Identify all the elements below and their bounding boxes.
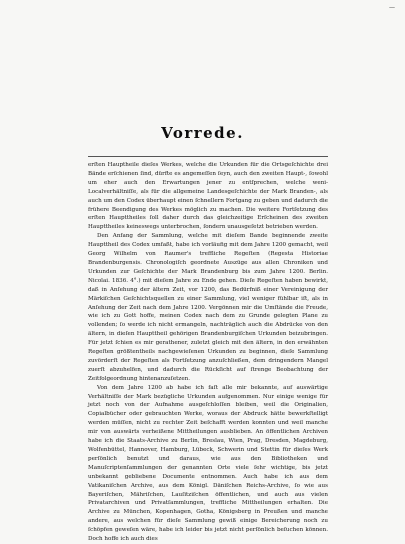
page-title: Vorrede. [161, 124, 244, 142]
top-marker: — [389, 4, 395, 11]
paragraph-1: erſten Hauptheile dieſes Werkes, welche die Urkunden für die Ortsgeſchichte drei Bände erſchienen ſind, dürfte es angemeſſen ſeyn, auch den zweiten Haupt-, ſowohl um eher auch den Erwartungen jener zu entſprechen, welche weni-Localverhältniſſe, als für die allgemeine Landesgeſchichte der Mark Branden-, als auch um den Codex überhaupt einen ſchnellern Fortgang zu geben und dadurch die frühere Beendigung des Werkes möglich zu machen. Die weitere Fortſetzung des erſten Haupttheiles ſoll daher durch das gleichzeitige Erſcheinen des zweiten Haupttheiles keineswegs unterbrochen, ſondern unausgeſetzt betrieben werden. [88, 162, 328, 231]
heading-rule [88, 156, 328, 157]
paragraph-2: Den Anfang der Sammlung, welche mit dieſem Bande beginnende zweite Haupttheil des Codex umfaßt, habe ich vorläufig mit dem Jahre 1200 gemacht, weil Georg Wilhelm von Raumer's treffliche Regeſten (Regesta Historiae Brandenburgensis. Chronologiſch geordnete Auszüge aus allen Chroniken und Urkunden zur Geſchichte der Mark Brandenburg bis zum Jahre 1200. Berlin. Nicolai. 1836. 4°.) mit dieſem Jahre zu Ende gehen. Dieſe Regeſten haben bewirkt, daß in Anſehung der ältern Zeit, vor 1200, das Bedürfniß einer Vereinigung der Märkiſchen Geſchichtsquellen zu einer Sammlung, viel weniger fühlbar iſt, als in Anſehung der Zeit nach dem Jahre 1200. Vergönnen mir die Umſtände die Freude, wie ich zu Gott hoffe, meinen Codex nach dem zu Grunde gelegten Plane zu vollenden; ſo werde ich nicht ermangeln, nachträglich auch die Abdrücke von den ältern, in dieſen Haupttheil gehörigen Brandenburgiſchen Urkunden beizubringen. Für jetzt ſchien es mir gerathener, zuletzt gleich mit den ältern, in den erwähnten Regeſten größtentheils nachgewieſenen Urkunden zu beginnen, dieſe Sammlung zuvörderſt der Regeſten als Fortſetzung anzuſchließen, dem dringendern Mangel zuerſt abzuhelfen, und dadurch die Rückſicht auf ſtrenge Beobachtung der Zeitfolgeordnung hintenanzuſetzen. [88, 233, 328, 382]
paragraph-3: Von dem Jahre 1200 ab habe ich faſt alle mir bekannte, auf auswärtige Verhältniſſe der Mark bezügliche Urkunden aufgenommen. Nur einige wenige für jetzt noch von der Aufnahme ausgeſchloſſen bleiben, weil die Originalien, Copialbücher oder gebrauchten Werke, woraus der Abdruck hätte bewerkſtelligt werden müſſen, nicht zu rechter Zeit beſchafft werden konnten und weil manche mir von auswärts verheißene Mittheilungen ausblieben. An öffentlichen Archiven habe ich die Staats-Archive zu Berlin, Breslau, Wien, Prag, Dresden, Magdeburg, Wolfenbüttel, Hannover, Hamburg, Lübeck, Schwerin und Stettin für dieſes Werk perſönlich benutzt und daraus, wie aus den Bibliotheken und Manuſcriptenſammlungen der genannten Orte viele ſehr wichtige, bis jetzt unbekannt gebliebene Documente entnommen. Auch habe ich aus dem Vatikaniſchen Archive, aus dem Königl. Däniſchen Reichs-Archive, ſo wie aus Bayeriſchen, Mähriſchen, Lauſitziſchen öffentlichen, und auch aus vielen Privatarchiven und Privatſammlungen, treffliche Mittheilungen erhalten. Die Archive zu München, Kopenhagen, Gotha, Königsberg in Preußen und manche andere, aus welchen für dieſe Sammlung gewiß einige Bereicherung noch zu ſchöpfen geweſen wäre, habe ich leider bis jetzt nicht perſönlich beſuchen können. Doch hoffe ich auch dies [88, 384, 328, 543]
body-text [88, 161, 328, 544]
